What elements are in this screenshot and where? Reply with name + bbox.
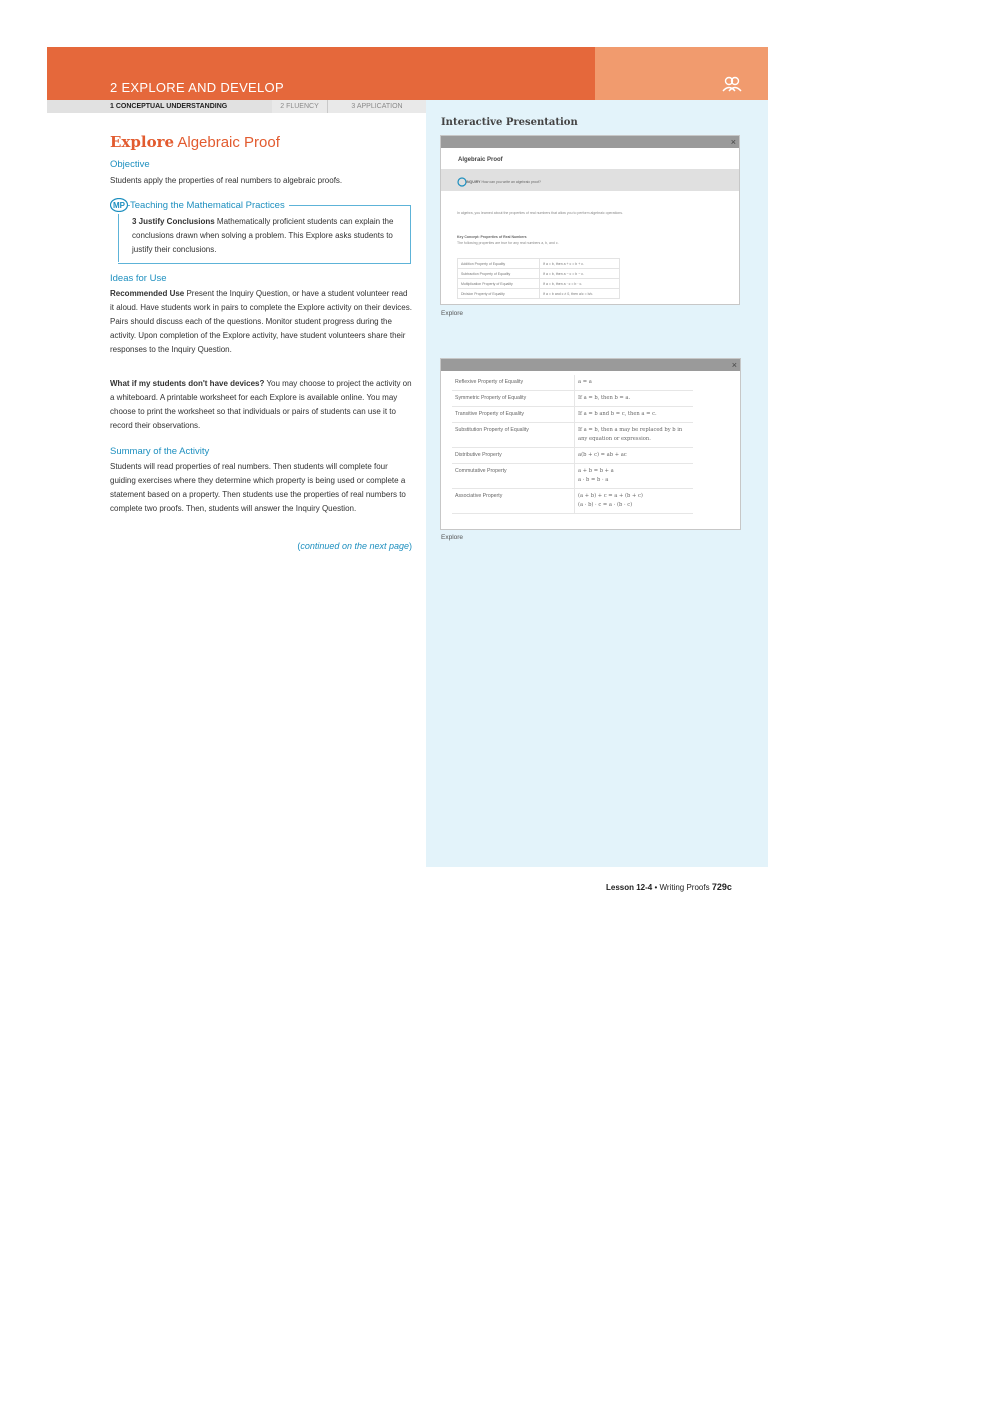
properties-table bbox=[452, 375, 693, 514]
svg-text:MP: MP bbox=[113, 201, 125, 210]
group-icon bbox=[722, 75, 742, 93]
ideas-body: Present the Inquiry Question, or have a student volunteer read it aloud. Have students work in pairs to complete the Explore activity on their devices. Pairs should discuss each of the questions. Monitor student progress during the activity. Upon completion of the Explore activity, have student volunteers share their responses to the Inquiry Question. bbox=[110, 289, 412, 354]
property-name: Distributive Property bbox=[452, 448, 575, 464]
properties-table bbox=[457, 258, 620, 299]
ideas-text bbox=[110, 287, 412, 357]
screenshot-properties bbox=[440, 358, 741, 530]
no-devices-text bbox=[110, 377, 412, 433]
table-row bbox=[458, 279, 620, 289]
property-rule: If a = b, then a + c = b + c. bbox=[540, 259, 620, 269]
close-icon[interactable]: × bbox=[731, 360, 737, 370]
property-name: Substitution Property of Equality bbox=[452, 423, 575, 448]
page-number: 729c bbox=[711, 882, 732, 892]
property-name: Subtraction Property of Equality bbox=[458, 269, 540, 279]
page-title bbox=[110, 133, 280, 151]
tab-fluency[interactable]: 2 FLUENCY bbox=[272, 100, 328, 113]
footer-separator: • bbox=[652, 883, 660, 892]
inquiry-text: How can you write an algebraic proof? bbox=[481, 180, 541, 184]
key-concept-subtitle: The following properties are true for any real numbers a, b, and c. bbox=[457, 241, 559, 245]
mp-badge-icon bbox=[110, 198, 128, 212]
table-row bbox=[458, 269, 620, 279]
page-footer bbox=[606, 882, 732, 892]
property-rule: If a = b, then a · c = b · c. bbox=[540, 279, 620, 289]
property-name: Addition Property of Equality bbox=[458, 259, 540, 269]
property-rule: If a = b, then a may be replaced by b in any equation or expression. bbox=[575, 423, 694, 448]
table-row bbox=[452, 407, 693, 423]
mp-bold: 3 Justify Conclusions bbox=[132, 217, 215, 226]
property-name: Symmetric Property of Equality bbox=[452, 391, 575, 407]
table-row bbox=[458, 259, 620, 269]
property-rule: If a = b, then b = a. bbox=[575, 391, 694, 407]
screen-intro: In algebra, you learned about the properties of real numbers that allow you to perform algebraic operations. bbox=[457, 211, 623, 215]
table-row bbox=[452, 423, 693, 448]
interactive-presentation-heading: Interactive Presentation bbox=[441, 117, 578, 128]
paren-close: ) bbox=[409, 541, 412, 551]
page-title-rest: Algebraic Proof bbox=[174, 134, 280, 151]
property-name: Commutative Property bbox=[452, 464, 575, 489]
table-row bbox=[452, 448, 693, 464]
objective-text: Students apply the properties of real numbers to algebraic proofs. bbox=[110, 176, 343, 185]
property-rule: a(b + c) = ab + ac bbox=[575, 448, 694, 464]
property-name: Associative Property bbox=[452, 489, 575, 514]
property-name: Reflexive Property of Equality bbox=[452, 375, 575, 391]
page-title-bold: Explore bbox=[110, 133, 175, 151]
property-rule: a = a bbox=[575, 375, 694, 391]
screenshot-algebraic-proof bbox=[440, 135, 740, 305]
screen-title: Algebraic Proof bbox=[458, 157, 503, 163]
no-devices-body: You may choose to project the activity on a whiteboard. A printable worksheet for each Explore is available online. You may choose to print the worksheet so that individuals or pairs of students can use it to record their observations. bbox=[110, 379, 412, 430]
inquiry-label: INQUIRY bbox=[466, 180, 481, 184]
paren-open: ( bbox=[297, 541, 301, 551]
screen1-caption: Explore bbox=[441, 310, 464, 317]
table-row bbox=[452, 464, 693, 489]
property-rule: If a = b and c ≠ 0, then a/c = b/c. bbox=[540, 289, 620, 299]
footer-lesson: Lesson 12-4 bbox=[606, 883, 653, 892]
property-name: Division Property of Equality bbox=[458, 289, 540, 299]
section-title: 2 EXPLORE AND DEVELOP bbox=[110, 80, 284, 95]
table-row bbox=[452, 391, 693, 407]
inquiry-question bbox=[466, 180, 541, 184]
key-concept-title: Key Concept: Properties of Real Numbers bbox=[457, 235, 527, 239]
mp-text: Mathematically proficient students can explain the conclusions drawn when solving a problem. This Explore asks students to justify their conclusions. bbox=[132, 217, 394, 254]
property-rule: (a + b) + c = a + (b + c) (a · b) · c = a · (b · c) bbox=[575, 489, 694, 514]
section-header-accent bbox=[595, 47, 768, 100]
property-name: Multiplication Property of Equality bbox=[458, 279, 540, 289]
lesson-tabs bbox=[47, 100, 426, 113]
no-devices-bold: What if my students don't have devices? bbox=[110, 379, 265, 388]
mathematical-practices-title: Teaching the Mathematical Practices bbox=[130, 200, 289, 211]
objective-heading: Objective bbox=[110, 159, 150, 170]
table-row bbox=[452, 489, 693, 514]
tab-application[interactable]: 3 APPLICATION bbox=[351, 103, 403, 110]
ideas-bold: Recommended Use bbox=[110, 289, 185, 298]
summary-heading: Summary of the Activity bbox=[110, 446, 210, 457]
property-rule: If a = b and b = c, then a = c. bbox=[575, 407, 694, 423]
close-icon[interactable]: × bbox=[730, 137, 736, 147]
ideas-heading: Ideas for Use bbox=[110, 273, 167, 284]
property-name: Transitive Property of Equality bbox=[452, 407, 575, 423]
table-row bbox=[452, 375, 693, 391]
window-title-bar bbox=[441, 136, 739, 148]
screen2-caption: Explore bbox=[441, 534, 464, 541]
mathematical-practices-box-border bbox=[118, 214, 119, 262]
footer-title: Writing Proofs bbox=[659, 883, 710, 892]
property-rule: If a = b, then a − c = b − c. bbox=[540, 269, 620, 279]
tab-conceptual-understanding[interactable]: 1 CONCEPTUAL UNDERSTANDING bbox=[47, 100, 272, 113]
window-title-bar bbox=[441, 359, 740, 371]
mathematical-practices-body bbox=[132, 215, 402, 257]
continued-text: continued on the next page bbox=[300, 541, 409, 551]
continued-note bbox=[110, 541, 412, 551]
table-row bbox=[458, 289, 620, 299]
property-rule: a + b = b + a a · b = b · a bbox=[575, 464, 694, 489]
summary-text: Students will read properties of real numbers. Then students will complete four guiding exercises where they determine which property is being used or complete a statement based on a property. Then students use the properties of real numbers to complete two proofs. Then, students will answer the Inquiry Question. bbox=[110, 462, 406, 513]
